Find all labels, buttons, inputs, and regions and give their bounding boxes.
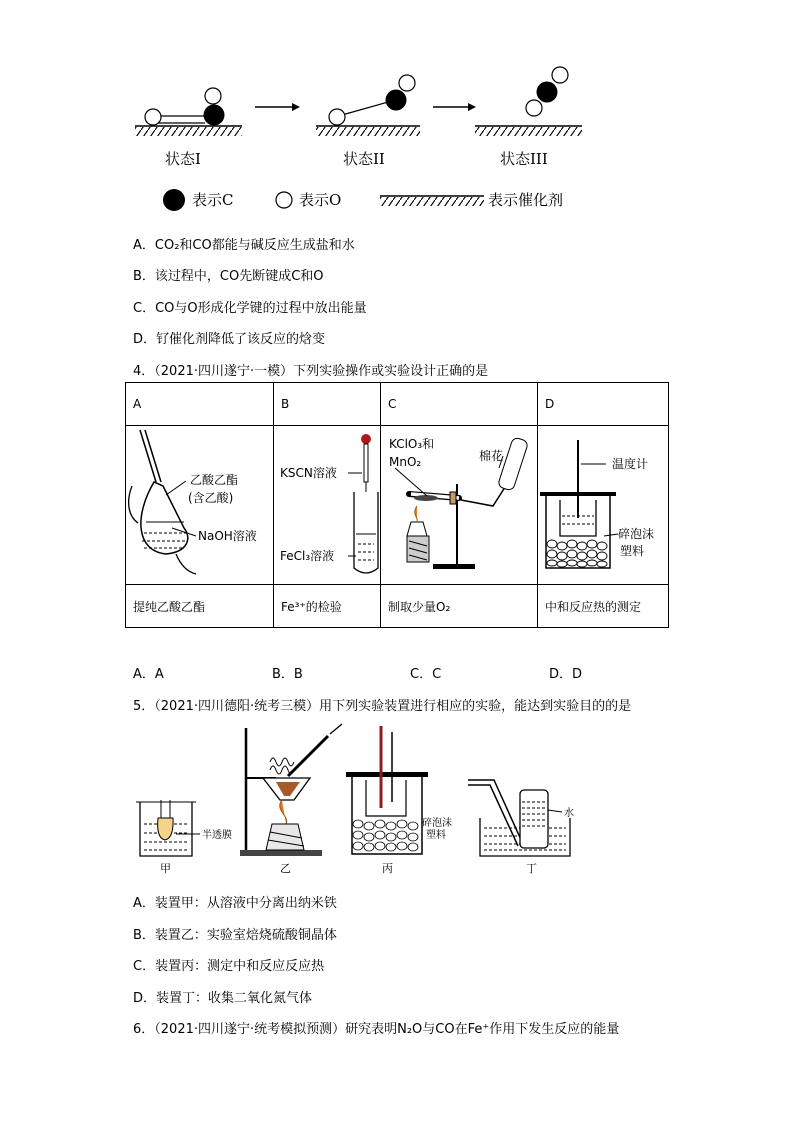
label-plastic-5: 塑料 <box>426 830 446 841</box>
apparatus-bing <box>346 726 452 875</box>
separatory-funnel-figure <box>126 426 274 581</box>
apparatus-yi <box>240 724 342 875</box>
q5-apparatus-figure <box>130 720 590 880</box>
label-yi: 乙 <box>280 862 291 875</box>
q4-header-d: D <box>538 383 669 426</box>
q4-table <box>125 382 669 628</box>
legend-oxygen-text: 表示O <box>299 191 342 209</box>
q4-caption-d: 中和反应热的测定 <box>538 585 669 628</box>
legend-catalyst-text: 表示催化剂 <box>488 191 564 209</box>
arrow-1 <box>255 103 300 111</box>
q4-option-b: B．B <box>272 667 303 682</box>
q5-option-b: B．装置乙：实验室焙烧硫酸铜晶体 <box>133 928 337 943</box>
label-cotton: 棉花 <box>479 449 504 463</box>
label-water: 水 <box>564 808 574 819</box>
q4-header-b: B <box>274 383 381 426</box>
label-foam-5: 碎泡沫 <box>422 818 452 829</box>
label-kscn: KSCN溶液 <box>280 466 337 480</box>
legend-carbon-text: 表示C <box>192 191 234 209</box>
label-foam: 碎泡沫 <box>618 527 655 541</box>
label-fecl3: FeCl₃溶液 <box>280 549 335 563</box>
q4-caption-b: Fe³⁺的检验 <box>274 585 381 628</box>
calorimeter-figure <box>538 426 669 581</box>
apparatus-ding <box>468 780 574 875</box>
q4-figure-b-cell <box>274 426 381 585</box>
state-1-figure <box>135 88 242 136</box>
q3-option-a: A．CO₂和CO都能与碱反应生成盐和水 <box>133 238 355 253</box>
q4-option-a: A．A <box>133 667 164 682</box>
label-kclo3: KClO₃和 <box>389 437 435 451</box>
label-ding: 丁 <box>526 862 537 875</box>
q5-option-d: D．装置丁：收集二氧化氮气体 <box>133 991 313 1006</box>
state-3-label: 状态III <box>500 150 548 168</box>
q5-stem: 5．（2021·四川德阳·统考三模）用下列实验装置进行相应的实验，能达到实验目的的是 <box>133 699 632 714</box>
arrow-2 <box>433 103 476 111</box>
q4-option-d: D．D <box>549 667 583 682</box>
q4-header-c: C <box>381 383 538 426</box>
label-naoh-a: NaOH溶液 <box>198 529 257 543</box>
label-thermometer: 温度计 <box>612 457 649 471</box>
state-2-figure <box>316 75 420 136</box>
legend-catalyst-symbol <box>380 196 484 206</box>
q3-option-c: C．CO与O形成化学键的过程中放出能量 <box>133 301 367 316</box>
state-2-label: 状态II <box>343 150 385 168</box>
q4-stem: 4．（2021·四川遂宁·一模）下列实验操作或实验设计正确的是 <box>133 364 489 379</box>
apparatus-jia <box>136 800 232 875</box>
state-3-figure <box>475 67 582 136</box>
q5-option-a: A．装置甲：从溶液中分离出纳米铁 <box>133 896 337 911</box>
test-tube-figure <box>274 426 381 581</box>
q4-caption-a: 提纯乙酸乙酯 <box>126 585 274 628</box>
label-jia: 甲 <box>160 862 171 875</box>
label-mno2: MnO₂ <box>389 455 422 469</box>
label-bing: 丙 <box>382 862 393 875</box>
q4-option-c: C．C <box>410 667 442 682</box>
label-contains-acetic: (含乙酸) <box>188 491 234 505</box>
q4-caption-c: 制取少量O₂ <box>381 585 538 628</box>
q4-figure-a-cell <box>126 426 274 585</box>
q4-figure-d-cell <box>538 426 669 585</box>
q3-option-d: D．钌催化剂降低了该反应的焓变 <box>133 332 326 347</box>
q4-header-a: A <box>126 383 274 426</box>
q6-stem: 6．（2021·四川遂宁·统考模拟预测）研究表明N₂O与CO在Fe⁺作用下发生反应的能量 <box>133 1022 620 1037</box>
state-1-label: 状态I <box>165 150 201 168</box>
label-plastic: 塑料 <box>620 544 645 558</box>
label-ethyl-acetate: 乙酸乙酯 <box>190 473 239 487</box>
q3-option-b: B．该过程中，CO先断键成C和O <box>133 269 324 284</box>
legend-oxygen-symbol <box>276 192 292 208</box>
legend-carbon-symbol <box>163 189 185 211</box>
label-membrane: 半透膜 <box>202 830 232 841</box>
o2-apparatus-figure <box>381 426 538 581</box>
q5-option-c: C．装置丙：测定中和反应反应热 <box>133 959 325 974</box>
q4-figure-c-cell <box>381 426 538 585</box>
